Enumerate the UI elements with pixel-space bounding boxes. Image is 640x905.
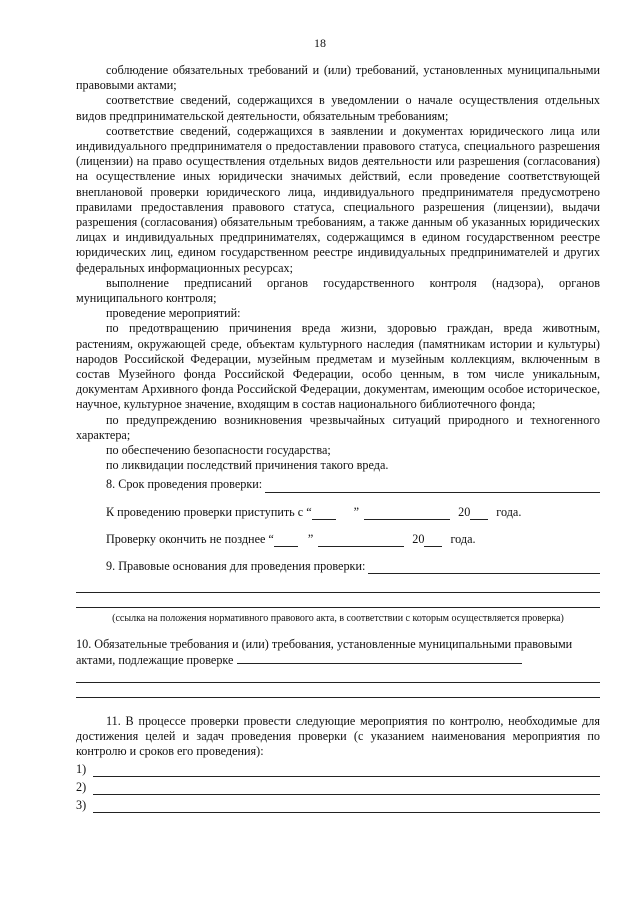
control-measure-row: [76, 798, 600, 813]
end-month-field[interactable]: [318, 535, 404, 547]
end-date-prefix: Проверку окончить не позднее “: [106, 531, 274, 546]
end-year-prefix: 20: [412, 531, 425, 546]
paragraph: соответствие сведений, содержащихся в уведомлении о начале осуществления отдельных видов предпринимательской деятельности, обязательным требованиям;: [76, 93, 600, 123]
start-day-field[interactable]: [312, 508, 336, 520]
start-close-quote: ”: [353, 504, 360, 519]
item-number: 1): [76, 761, 87, 776]
item-number: 3): [76, 797, 87, 812]
control-measure-row: [76, 762, 600, 777]
paragraph: по предотвращению причинения вреда жизни, здоровью граждан, вреда животным, растениям, окружающей среде, объектам культурного наследия (памятникам истории и культуры) народов Российской Федерации, музейным предметам и музейным коллекциям, включенным в состав Музейного фонда Российской Федерации, особо ценным, в том числе уникальным, документам Архивного фонда Российской Федерации, документам, имеющим особое историческое, научное, культурное значение, входящим в состав национального библиотечного фонда;: [76, 321, 600, 412]
paragraph: по ликвидации последствий причинения такого вреда.: [106, 458, 389, 473]
paragraph: выполнение предписаний органов государственного контроля (надзора), органов муниципального контроля;: [76, 275, 600, 306]
paragraph: соответствие сведений, содержащихся в заявлении и документах юридического лица или индивидуального предпринимателя о предоставлении правового статуса, специального разрешения (лицензии) на право осуществления отдельных видов деятельности или разрешения (согласования) на осуществление иных юридически значимых действий, если проведение соответствующей внеплановой проверки юридического лица, индивидуального предпринимателя предусмотрено правилами предоставления правового статуса, специального разрешения (лицензии), выдачи разрешения (согласования) обязательным требованиям, а также данным об указанных юридических лицах и индивидуальных предпринимателях, содержащимся в едином государственном реестре юридических лиц, едином государственном реестре индивидуальных предпринимателей и других федеральных информационных ресурсах;: [76, 123, 600, 275]
end-day-field[interactable]: [274, 535, 298, 547]
legal-basis-line[interactable]: [76, 607, 600, 608]
legal-basis-field[interactable]: [368, 562, 600, 574]
control-measure-row: [76, 780, 600, 795]
paragraph: по предупреждению возникновения чрезвычайных ситуаций природного и техногенного характера;: [76, 412, 600, 442]
control-measures-text: 11. В процессе проверки провести следующие мероприятия по контролю, необходимые для достижения целей и задач проведения проверки (с указанием наименования мероприятия по контролю и сроков его проведения):: [76, 713, 600, 759]
end-date-row: [76, 532, 600, 547]
start-year-prefix: 20: [458, 504, 471, 519]
page-number: 18: [314, 36, 326, 50]
end-year-suffix: года.: [450, 531, 476, 546]
document-body: [76, 63, 600, 813]
start-year-field[interactable]: [470, 508, 488, 520]
start-date-prefix: К проведению проверки приступить с “: [106, 504, 312, 519]
control-measure-field-2[interactable]: [93, 783, 600, 795]
check-period-row: [76, 477, 600, 492]
control-measure-field-3[interactable]: [93, 801, 600, 813]
item-number: 2): [76, 779, 87, 794]
start-year-suffix: года.: [496, 504, 522, 519]
control-measure-field-1[interactable]: [93, 765, 600, 777]
paragraph: по обеспечению безопасности государства;: [106, 443, 331, 458]
start-month-field[interactable]: [364, 508, 450, 520]
paragraph: соблюдение обязательных требований и (или) требований, установленных муниципальными правовыми актами;: [76, 63, 600, 93]
legal-basis-row: [76, 559, 600, 574]
legal-basis-note: (ссылка на положения нормативного правового акта, в соответствии с которым осуществляется проверка): [112, 613, 564, 625]
end-close-quote: ”: [307, 531, 314, 546]
requirements-field[interactable]: [237, 652, 522, 664]
check-period-field[interactable]: [265, 481, 600, 493]
requirements-text: 10. Обязательные требования и (или) требования, установленные муниципальными правовыми актами, подлежащие проверке: [76, 636, 573, 667]
legal-basis-label: 9. Правовые основания для проведения проверки:: [106, 559, 366, 574]
check-period-label: 8. Срок проведения проверки:: [106, 477, 263, 492]
end-year-field[interactable]: [424, 535, 442, 547]
start-date-row: [76, 505, 600, 520]
paragraph: проведение мероприятий:: [106, 306, 241, 321]
